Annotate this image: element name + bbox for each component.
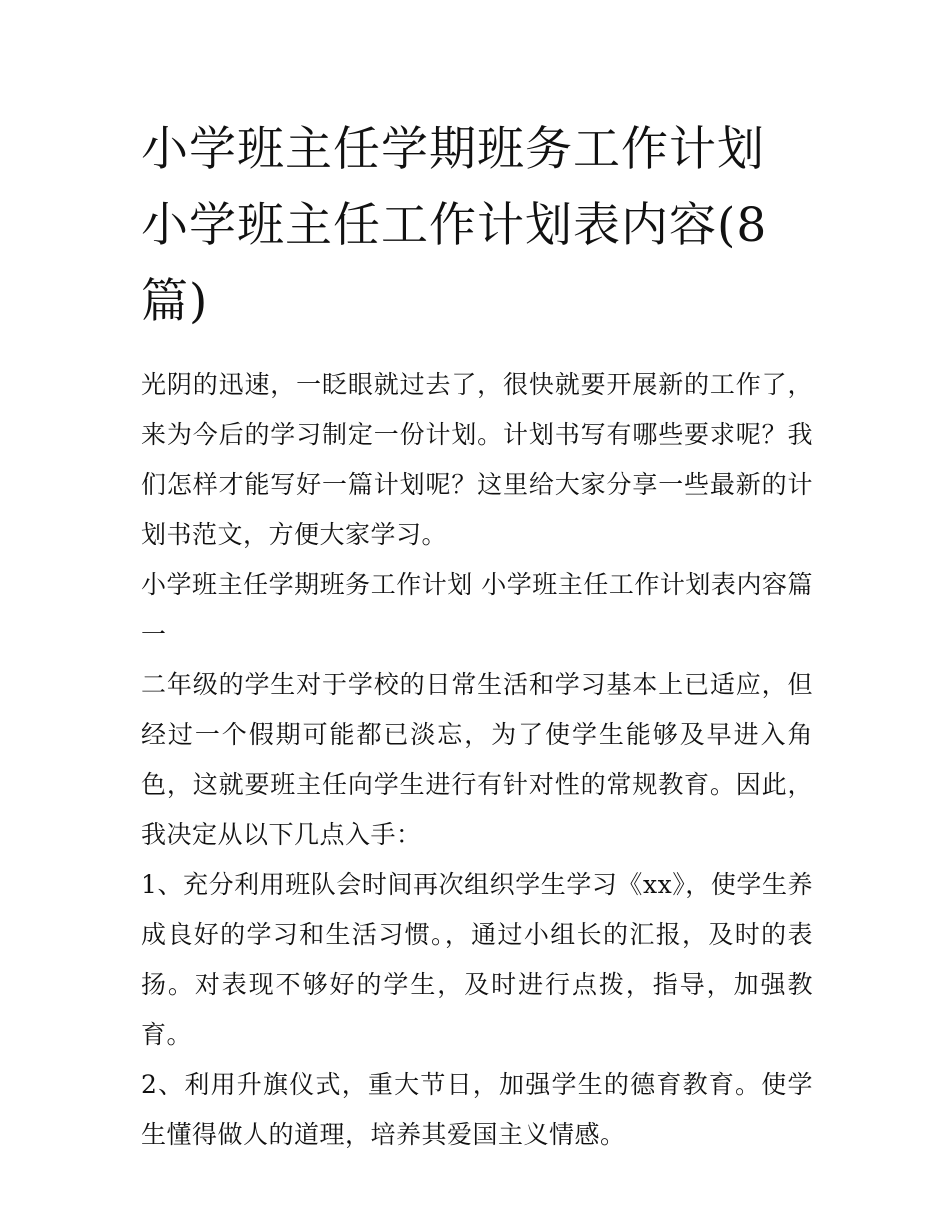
document-page bbox=[141, 112, 813, 1160]
document-title: 小学班主任学期班务工作计划 小学班主任工作计划表内容(8篇) bbox=[141, 122, 768, 329]
body-paragraph: 二年级的学生对于学校的日常生活和学习基本上已适应，但经过一个假期可能都已淡忘，为了使学生能够及早进入角色，这就要班主任向学生进行有针对性的常规教育。因此，我决定从以下几点入手： bbox=[141, 670, 813, 849]
section-heading: 小学班主任学期班务工作计划 小学班主任工作计划表内容篇一 bbox=[141, 570, 813, 649]
intro-paragraph: 光阴的迅速，一眨眼就过去了，很快就要开展新的工作了，来为今后的学习制定一份计划。计划书写有哪些要求呢？我们怎样才能写好一篇计划呢？这里给大家分享一些最新的计划书范文，方便大家学习。 bbox=[141, 370, 813, 549]
list-item-1: 1、充分利用班队会时间再次组织学生学习《xx》，使学生养成良好的学习和生活习惯。，通过小组长的汇报，及时的表扬。对表现不够好的学生，及时进行点拨，指导，加强教育。 bbox=[141, 870, 813, 1049]
list-item-2: 2、利用升旗仪式，重大节日，加强学生的德育教育。使学生懂得做人的道理，培养其爱国主义情感。 bbox=[141, 1070, 813, 1149]
